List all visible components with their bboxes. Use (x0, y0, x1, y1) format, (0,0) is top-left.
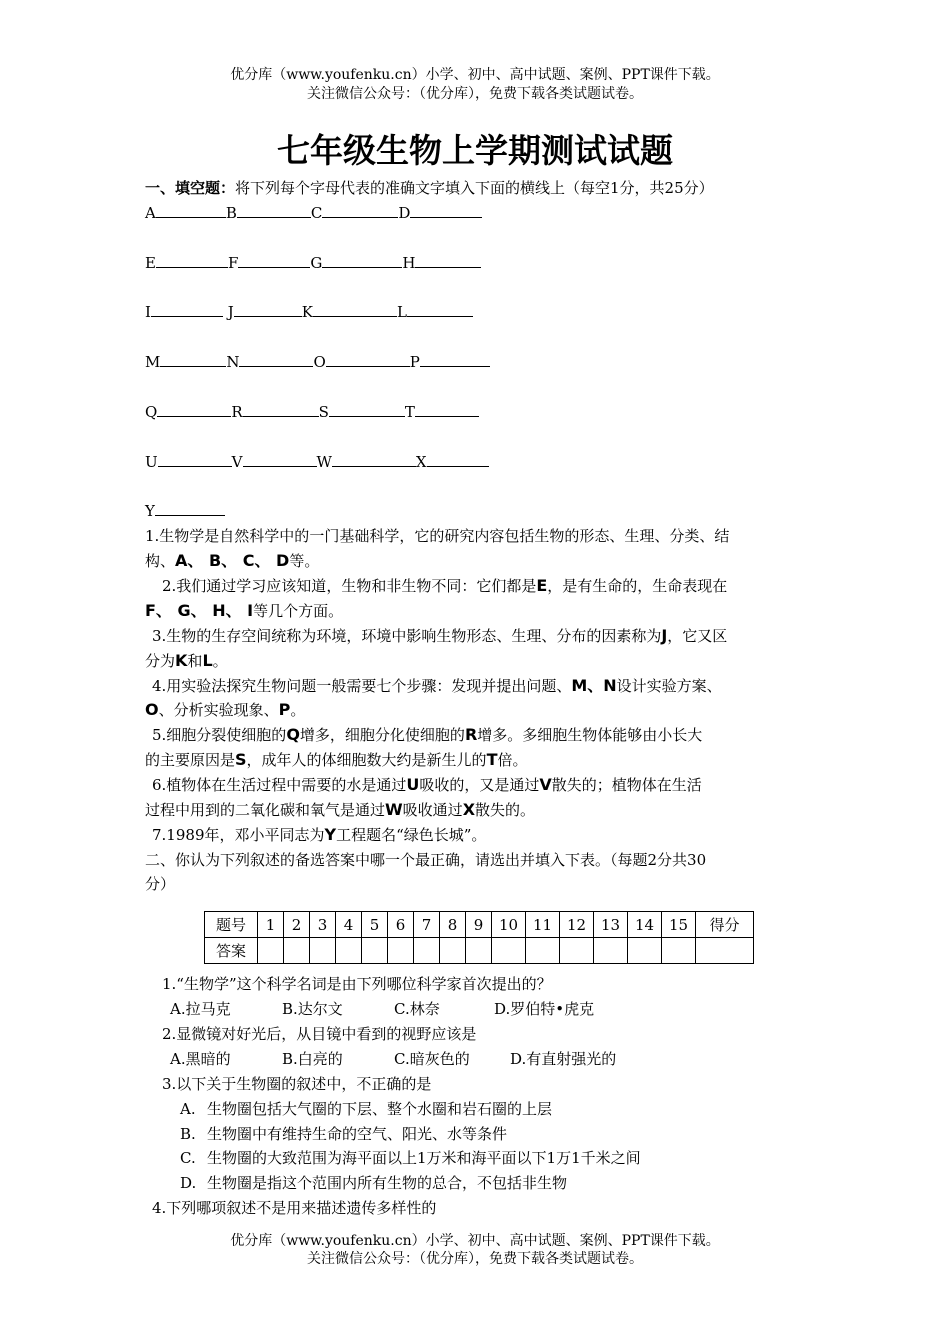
letter-marker: L (202, 651, 213, 670)
text: 3.生物的生存空间统称为环境，环境中影响生物形态、生理、分布的因素称为 (152, 627, 662, 645)
letter-marker: P (278, 700, 291, 719)
blank-letter: M (145, 353, 161, 371)
blank-line[interactable] (157, 402, 231, 417)
score-cell[interactable] (696, 938, 754, 964)
letter-marker: S (235, 750, 247, 769)
text: 6.植物体在生活过程中需要的水是通过 (152, 776, 407, 794)
text: 、分析实验现象、 (158, 701, 279, 719)
option: B.白亮的 (282, 1050, 343, 1068)
text: 4.用实验法探究生物问题一般需要七个步骤：发现并提出问题、 (152, 677, 572, 695)
option-letter: A. (180, 1100, 196, 1118)
letter-marker: T (486, 750, 498, 769)
letter-marker: O (145, 700, 159, 719)
letter-marker: F、 G、 H、 I (145, 601, 254, 620)
number-cell: 14 (628, 912, 662, 938)
blank-line[interactable] (415, 402, 479, 417)
blank-letter: Q (145, 403, 158, 421)
number-cell: 3 (310, 912, 336, 938)
blank-row (145, 253, 481, 273)
text: 等。 (289, 552, 320, 570)
text: ，成年人的体细胞数大约是新生儿的 (246, 751, 487, 769)
blank-letter: S (318, 403, 329, 421)
blank-line[interactable] (415, 253, 481, 268)
text: 过程中用到的二氧化碳和氧气是通过 (145, 801, 386, 819)
blank-line[interactable] (410, 203, 482, 218)
question-6-line-1 (152, 775, 702, 795)
blank-line[interactable] (238, 253, 310, 268)
letter-marker: E (536, 576, 548, 595)
question-5-line-2 (145, 750, 528, 770)
text: 设计实验方案、 (616, 677, 722, 695)
number-cell: 4 (336, 912, 362, 938)
question-5-line-1 (152, 725, 702, 745)
option: D.有直射强光的 (510, 1050, 617, 1068)
blank-line[interactable] (239, 352, 313, 367)
mc-question-4: 4.下列哪项叙述不是用来描述遗传多样性的 (152, 1199, 437, 1217)
blank-line[interactable] (155, 501, 225, 516)
blank-line[interactable] (332, 452, 416, 467)
mc-question-3-option (180, 1124, 507, 1144)
blank-line[interactable] (156, 203, 226, 218)
text: 散失的；植物体在生活 (551, 776, 702, 794)
text: 。 (212, 652, 228, 670)
blank-row (145, 203, 482, 223)
answer-cell[interactable] (466, 938, 492, 964)
letter-marker: Y (324, 825, 337, 844)
answer-cell[interactable] (628, 938, 662, 964)
blank-line[interactable] (237, 203, 311, 218)
blank-letter: O (313, 353, 326, 371)
mc-question-3-option (180, 1173, 567, 1193)
page-title: 七年级生物上学期测试试题 (277, 131, 673, 170)
text: 吸收的，又是通过 (419, 776, 540, 794)
blank-letter: X (415, 453, 427, 471)
blank-row (145, 501, 225, 521)
section1-instruction: 将下列每个字母代表的准确文字填入下面的横线上（每空1分，共25分） (235, 179, 714, 197)
blank-letter: D (398, 204, 411, 222)
blank-letter: P (409, 353, 420, 371)
letter-marker: K (175, 651, 188, 670)
answer-cell[interactable] (526, 938, 560, 964)
page-header-line-2: 关注微信公众号：（优分库），免费下载各类试题试卷。 (307, 86, 643, 102)
page-footer-line-1: 优分库（www.youfenku.cn）小学、初中、高中试题、案例、PPT课件下载。 (230, 1233, 720, 1249)
score-header-cell: 得分 (696, 912, 754, 938)
blank-line[interactable] (243, 452, 317, 467)
number-cell: 11 (526, 912, 560, 938)
blank-line[interactable] (156, 253, 228, 268)
answer-cell[interactable] (336, 938, 362, 964)
answer-cell[interactable] (662, 938, 696, 964)
text: ，是有生命的，生命表现在 (547, 577, 728, 595)
answer-table-header-row (205, 912, 754, 938)
answer-cell[interactable] (258, 938, 284, 964)
blank-row (145, 352, 490, 372)
text: 吸收通过 (402, 801, 463, 819)
text: 7.1989年，邓小平同志为 (152, 826, 325, 844)
answer-cell[interactable] (594, 938, 628, 964)
option-letter: C. (180, 1149, 196, 1167)
answer-cell[interactable] (492, 938, 526, 964)
mc-question-2: 2.显微镜对好光后，从目镜中看到的视野应该是 (162, 1025, 477, 1043)
blank-letter: I (145, 303, 151, 321)
header-cell: 答案 (205, 938, 258, 964)
letter-marker: R (464, 725, 478, 744)
question-7 (152, 825, 486, 845)
blank-row (145, 302, 473, 322)
blank-letter: V (231, 453, 243, 471)
number-cell: 7 (414, 912, 440, 938)
number-cell: 8 (440, 912, 466, 938)
letter-marker: U (406, 775, 420, 794)
blank-letter: C (310, 204, 323, 222)
question-1-line-2 (145, 551, 319, 571)
text: 和 (187, 652, 203, 670)
letter-marker: W (385, 800, 403, 819)
blank-line[interactable] (427, 452, 489, 467)
answer-table-answer-row (205, 938, 754, 964)
text: 增多。多细胞生物体能够由小长大 (477, 726, 703, 744)
question-6-line-2 (145, 800, 535, 820)
number-cell: 10 (492, 912, 526, 938)
option-text: 生物圈中有维持生命的空气、阳光、水等条件 (207, 1125, 508, 1143)
blank-letter: U (145, 453, 158, 471)
mc-question-3-option (180, 1148, 641, 1168)
blank-line[interactable] (407, 302, 473, 317)
question-3-line-1 (152, 626, 727, 646)
page-header-line-1: 优分库（www.youfenku.cn）小学、初中、高中试题、案例、PPT课件下载。 (230, 67, 720, 83)
option: D.罗伯特•虎克 (494, 1000, 595, 1018)
text: 构、 (145, 552, 176, 570)
option-text: 生物圈是指这个范围内所有生物的总合，不包括非生物 (207, 1174, 568, 1192)
blank-letter: B (225, 204, 237, 222)
option-letter: D. (180, 1174, 197, 1192)
blank-line[interactable] (160, 352, 226, 367)
header-cell: 题号 (205, 912, 258, 938)
text: 2.我们通过学习应该知道，生物和非生物不同：它们都是 (162, 577, 537, 595)
blank-letter: J (227, 303, 234, 321)
page-footer-line-2: 关注微信公众号：（优分库），免费下载各类试题试卷。 (307, 1251, 643, 1267)
number-cell: 9 (466, 912, 492, 938)
blank-line[interactable] (151, 302, 223, 317)
text: 等几个方面。 (253, 602, 344, 620)
blank-line[interactable] (329, 402, 405, 417)
text: 倍。 (497, 751, 528, 769)
letter-marker: X (462, 800, 476, 819)
letter-marker: V (539, 775, 552, 794)
option: B.达尔文 (282, 1000, 343, 1018)
option: A.拉马克 (170, 1000, 231, 1018)
blank-line[interactable] (420, 352, 490, 367)
number-cell: 5 (362, 912, 388, 938)
mc-question-3-option (180, 1099, 552, 1119)
answer-cell[interactable] (388, 938, 414, 964)
option-letter: B. (180, 1125, 196, 1143)
blank-line[interactable] (313, 302, 397, 317)
blank-line[interactable] (158, 452, 232, 467)
question-2-line-2 (145, 601, 343, 621)
blank-letter: K (301, 303, 313, 321)
mc-question-2-options (170, 1049, 616, 1069)
question-3-line-2 (145, 651, 228, 671)
question-4-line-1 (152, 676, 722, 696)
answer-cell[interactable] (414, 938, 440, 964)
blank-row (145, 402, 479, 422)
blank-letter: N (226, 353, 240, 371)
option-text: 生物圈包括大气圈的下层、整个水圈和岩石圈的上层 (207, 1100, 553, 1118)
number-cell: 6 (388, 912, 414, 938)
letter-marker: M、N (571, 676, 617, 695)
answer-cell[interactable] (362, 938, 388, 964)
question-1-line-1: 1.生物学是自然科学中的一门基础科学，它的研究内容包括生物的形态、生理、分类、结 (145, 527, 730, 545)
letter-marker: A、 B、 C、 D (175, 551, 290, 570)
letter-marker: J (661, 626, 668, 645)
section1-label: 一、填空题： (145, 179, 236, 197)
text: 增多，细胞分化使细胞的 (299, 726, 465, 744)
answer-cell[interactable] (310, 938, 336, 964)
section2-heading-line-1: 二、你认为下列叙述的备选答案中哪一个最正确，请选出并填入下表。（每题2分共30 (145, 851, 707, 869)
number-cell: 12 (560, 912, 594, 938)
blank-line[interactable] (322, 203, 398, 218)
number-cell: 2 (284, 912, 310, 938)
blank-letter: Y (145, 502, 155, 520)
blank-row (145, 452, 489, 472)
text: 的主要原因是 (145, 751, 236, 769)
text: ，它又区 (667, 627, 728, 645)
number-cell: 15 (662, 912, 696, 938)
blank-line[interactable] (234, 302, 302, 317)
answer-cell[interactable] (560, 938, 594, 964)
text: 5.细胞分裂使细胞的 (152, 726, 287, 744)
text: 分为 (145, 652, 176, 670)
option-text: 生物圈的大致范围为海平面以上1万米和海平面以下1万1千米之间 (207, 1149, 641, 1167)
blank-letter: T (404, 403, 415, 421)
number-cell: 13 (594, 912, 628, 938)
blank-letter: G (310, 254, 323, 272)
mc-question-3: 3.以下关于生物圈的叙述中，不正确的是 (162, 1075, 432, 1093)
blank-letter: A (145, 204, 156, 222)
answer-cell[interactable] (440, 938, 466, 964)
answer-cell[interactable] (284, 938, 310, 964)
blank-letter: H (402, 254, 416, 272)
blank-letter: E (145, 254, 156, 272)
blank-line[interactable] (326, 352, 410, 367)
letter-marker: Q (286, 725, 300, 744)
question-2-line-1 (162, 576, 727, 596)
blank-letter: L (396, 303, 407, 321)
option: C.暗灰色的 (394, 1050, 470, 1068)
blank-letter: R (231, 403, 243, 421)
question-4-line-2 (145, 700, 305, 720)
answer-table (204, 911, 754, 964)
mc-question-1-options (170, 999, 594, 1019)
option: A.黑暗的 (170, 1050, 231, 1068)
text: 工程题名“绿色长城”。 (336, 826, 487, 844)
number-cell: 1 (258, 912, 284, 938)
blank-letter: F (227, 254, 239, 272)
text: 散失的。 (475, 801, 536, 819)
section1-heading (145, 178, 714, 198)
option: C.林奈 (394, 1000, 440, 1018)
blank-line[interactable] (243, 402, 319, 417)
mc-question-1: 1.“生物学”这个科学名词是由下列哪位科学家首次提出的？ (162, 975, 552, 993)
text: 。 (290, 701, 306, 719)
section2-heading-line-2: 分） (145, 875, 176, 893)
blank-line[interactable] (322, 253, 402, 268)
blank-letter: W (316, 453, 332, 471)
